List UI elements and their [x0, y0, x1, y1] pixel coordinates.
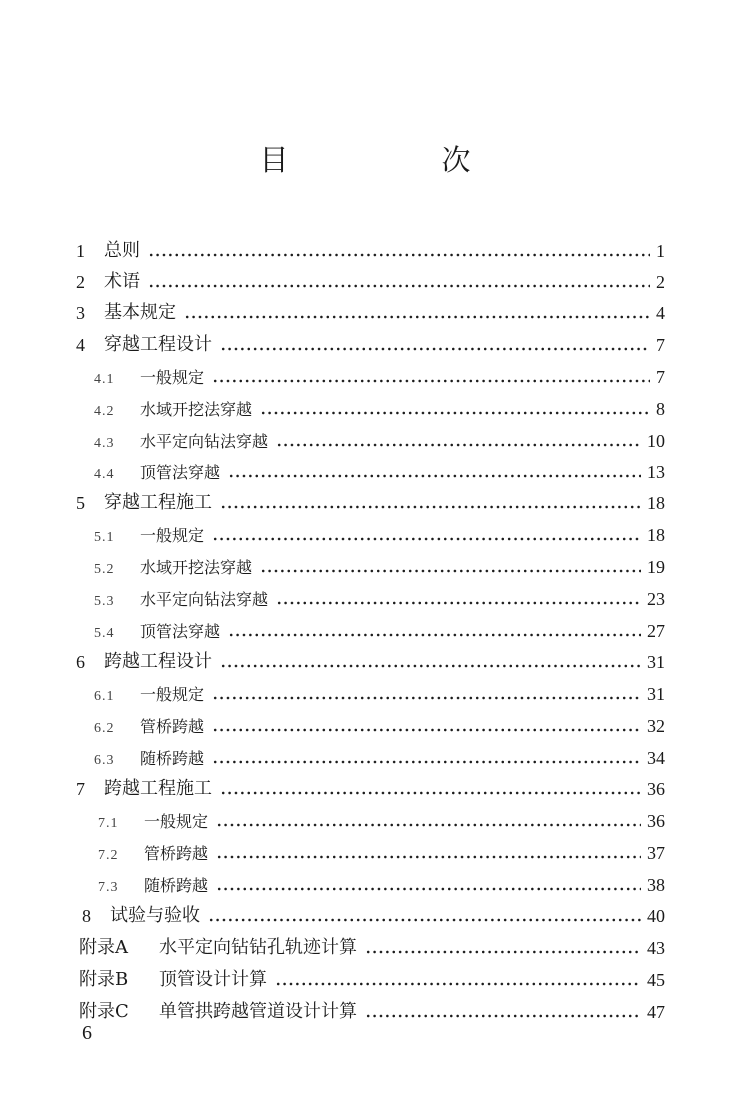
- toc-entry-page: 18: [647, 493, 665, 513]
- dot-leader: [228, 612, 641, 642]
- toc-entry-page: 40: [647, 906, 665, 926]
- toc-entry-label: 随桥跨越: [140, 749, 205, 768]
- toc-subentry[interactable]: [94, 390, 665, 420]
- toc-entry-number: 6.3: [94, 753, 115, 768]
- dot-leader: [148, 263, 650, 293]
- toc-entry-label: 跨越工程施工: [104, 778, 212, 799]
- toc-entry-label: 总则: [104, 240, 140, 261]
- dot-leader: [148, 232, 650, 262]
- dot-leader: [212, 675, 641, 705]
- toc-entry-number: 附录C: [79, 1001, 129, 1022]
- toc-entry-page: 7: [656, 367, 665, 387]
- dot-leader: [220, 643, 641, 673]
- toc-subentry[interactable]: [98, 834, 665, 864]
- toc-entry-label: 一般规定: [144, 812, 209, 831]
- dot-leader: [260, 390, 650, 420]
- toc-entry-page: 38: [647, 875, 665, 895]
- toc-entry-number: 6: [76, 652, 85, 672]
- toc-entry-number: 5.3: [94, 594, 115, 609]
- toc-entry-label: 一般规定: [140, 526, 205, 545]
- dot-leader: [216, 834, 641, 864]
- dot-leader: [228, 453, 641, 483]
- toc-entry-number: 5: [76, 493, 85, 513]
- toc-entry-page: 36: [647, 779, 665, 799]
- toc-entry[interactable]: [76, 326, 665, 356]
- toc-entry-page: 34: [647, 748, 665, 768]
- toc-entry-label: 跨越工程设计: [104, 651, 212, 672]
- toc-entry-page: 43: [647, 938, 665, 958]
- toc-entry-number: 附录A: [79, 937, 128, 958]
- toc-entry-number: 7.1: [98, 816, 119, 831]
- dot-leader: [220, 770, 641, 800]
- toc-subentry[interactable]: [94, 612, 665, 642]
- toc-entry-page: 18: [647, 525, 665, 545]
- toc-subentry[interactable]: [94, 580, 665, 610]
- toc-entry-label: 穿越工程施工: [104, 492, 212, 513]
- toc-entry-page: 47: [647, 1002, 665, 1022]
- toc-subentry[interactable]: [94, 358, 665, 388]
- toc-entry-number: 7: [76, 779, 85, 799]
- toc-entry-number: 6.1: [94, 689, 115, 704]
- toc-appendix-entry[interactable]: [79, 961, 665, 991]
- dot-leader: [216, 866, 641, 896]
- toc-entry[interactable]: [76, 484, 665, 514]
- toc-entry-label: 穿越工程设计: [104, 334, 212, 355]
- toc-entry-page: 31: [647, 684, 665, 704]
- dot-leader: [208, 897, 641, 927]
- toc-entry-page: 45: [647, 970, 665, 990]
- toc-entry-page: 8: [656, 399, 665, 419]
- toc-entry-page: 4: [656, 303, 665, 323]
- toc-entry-number: 5.2: [94, 562, 115, 577]
- toc-entry-page: 32: [647, 716, 665, 736]
- toc-subentry[interactable]: [94, 453, 665, 483]
- dot-leader: [216, 802, 641, 832]
- toc-entry-number: 2: [76, 272, 85, 292]
- toc-entry-number: 5.1: [94, 530, 115, 545]
- toc-entry-number: 4.3: [94, 436, 115, 451]
- toc-entry-page: 37: [647, 843, 665, 863]
- toc-entry-number: 4.2: [94, 404, 115, 419]
- toc-entry-number: 8: [82, 906, 91, 926]
- page-title: 目 次: [259, 143, 533, 177]
- toc-entry-number: 1: [76, 241, 85, 261]
- dot-leader: [184, 294, 650, 324]
- toc-entry-label: 试验与验收: [110, 905, 200, 926]
- toc-entry-label: 一般规定: [140, 685, 205, 704]
- dot-leader: [212, 516, 641, 546]
- toc-entry[interactable]: [76, 294, 665, 324]
- toc-entry-page: 36: [647, 811, 665, 831]
- dot-leader: [276, 422, 641, 452]
- toc-subentry[interactable]: [94, 739, 665, 769]
- toc-entry-number: 7.2: [98, 848, 119, 863]
- dot-leader: [220, 326, 650, 356]
- toc-entry-number: 4: [76, 335, 85, 355]
- toc-entry-label: 管桥跨越: [140, 717, 205, 736]
- toc-entry-number: 4.4: [94, 467, 115, 482]
- dot-leader: [260, 548, 641, 578]
- toc-entry[interactable]: [76, 770, 665, 800]
- toc-entry-number: 附录B: [79, 969, 129, 990]
- toc-entry-label: 单管拱跨越管道设计计算: [159, 1001, 357, 1022]
- toc-entry-label: 基本规定: [104, 302, 176, 323]
- toc-entry-label: 随桥跨越: [144, 876, 209, 895]
- toc-entry-page: 1: [656, 241, 665, 261]
- toc-subentry[interactable]: [94, 422, 665, 452]
- toc-entry-label: 顶管设计计算: [159, 969, 267, 990]
- toc-entry-number: 5.4: [94, 626, 115, 641]
- dot-leader: [275, 961, 641, 991]
- toc-entry[interactable]: [76, 263, 665, 293]
- toc-entry-page: 13: [647, 462, 665, 482]
- toc-subentry[interactable]: [94, 675, 665, 705]
- toc-subentry[interactable]: [94, 548, 665, 578]
- toc-entry-number: 4.1: [94, 372, 115, 387]
- toc-entry-page: 10: [647, 431, 665, 451]
- toc-entry-label: 顶管法穿越: [140, 463, 221, 482]
- toc-entry-label: 管桥跨越: [144, 844, 209, 863]
- toc-entry-label: 水平定向钻钻孔轨迹计算: [159, 937, 357, 958]
- toc-entry-page: 23: [647, 589, 665, 609]
- toc-entry-number: 3: [76, 303, 85, 323]
- dot-leader: [276, 580, 641, 610]
- toc-entry[interactable]: [82, 897, 665, 927]
- dot-leader: [220, 484, 641, 514]
- dot-leader: [212, 707, 641, 737]
- toc-entry-page: 31: [647, 652, 665, 672]
- toc-entry-label: 术语: [104, 271, 140, 292]
- toc-entry-page: 2: [656, 272, 665, 292]
- dot-leader: [365, 929, 641, 959]
- toc-entry[interactable]: [76, 643, 665, 673]
- toc-entry-label: 顶管法穿越: [140, 622, 221, 641]
- toc-subentry[interactable]: [98, 802, 665, 832]
- toc-entry-label: 水平定向钻法穿越: [140, 590, 269, 609]
- toc-subentry[interactable]: [94, 707, 665, 737]
- dot-leader: [365, 993, 641, 1023]
- toc-subentry[interactable]: [98, 866, 665, 896]
- toc-entry-label: 水域开挖法穿越: [140, 400, 253, 419]
- toc-appendix-entry[interactable]: [79, 993, 665, 1023]
- toc-entry-label: 水平定向钻法穿越: [140, 432, 269, 451]
- dot-leader: [212, 739, 641, 769]
- toc-entry-label: 水域开挖法穿越: [140, 558, 253, 577]
- toc-entry-page: 7: [656, 335, 665, 355]
- toc-entry-page: 19: [647, 557, 665, 577]
- toc-entry-number: 6.2: [94, 721, 115, 736]
- toc-entry-number: 7.3: [98, 880, 119, 895]
- toc-entry[interactable]: [76, 232, 665, 262]
- page-number: 6: [82, 1022, 92, 1044]
- toc-subentry[interactable]: [94, 516, 665, 546]
- toc-entry-label: 一般规定: [140, 368, 205, 387]
- toc-appendix-entry[interactable]: [79, 929, 665, 959]
- dot-leader: [212, 358, 650, 388]
- toc-entry-page: 27: [647, 621, 665, 641]
